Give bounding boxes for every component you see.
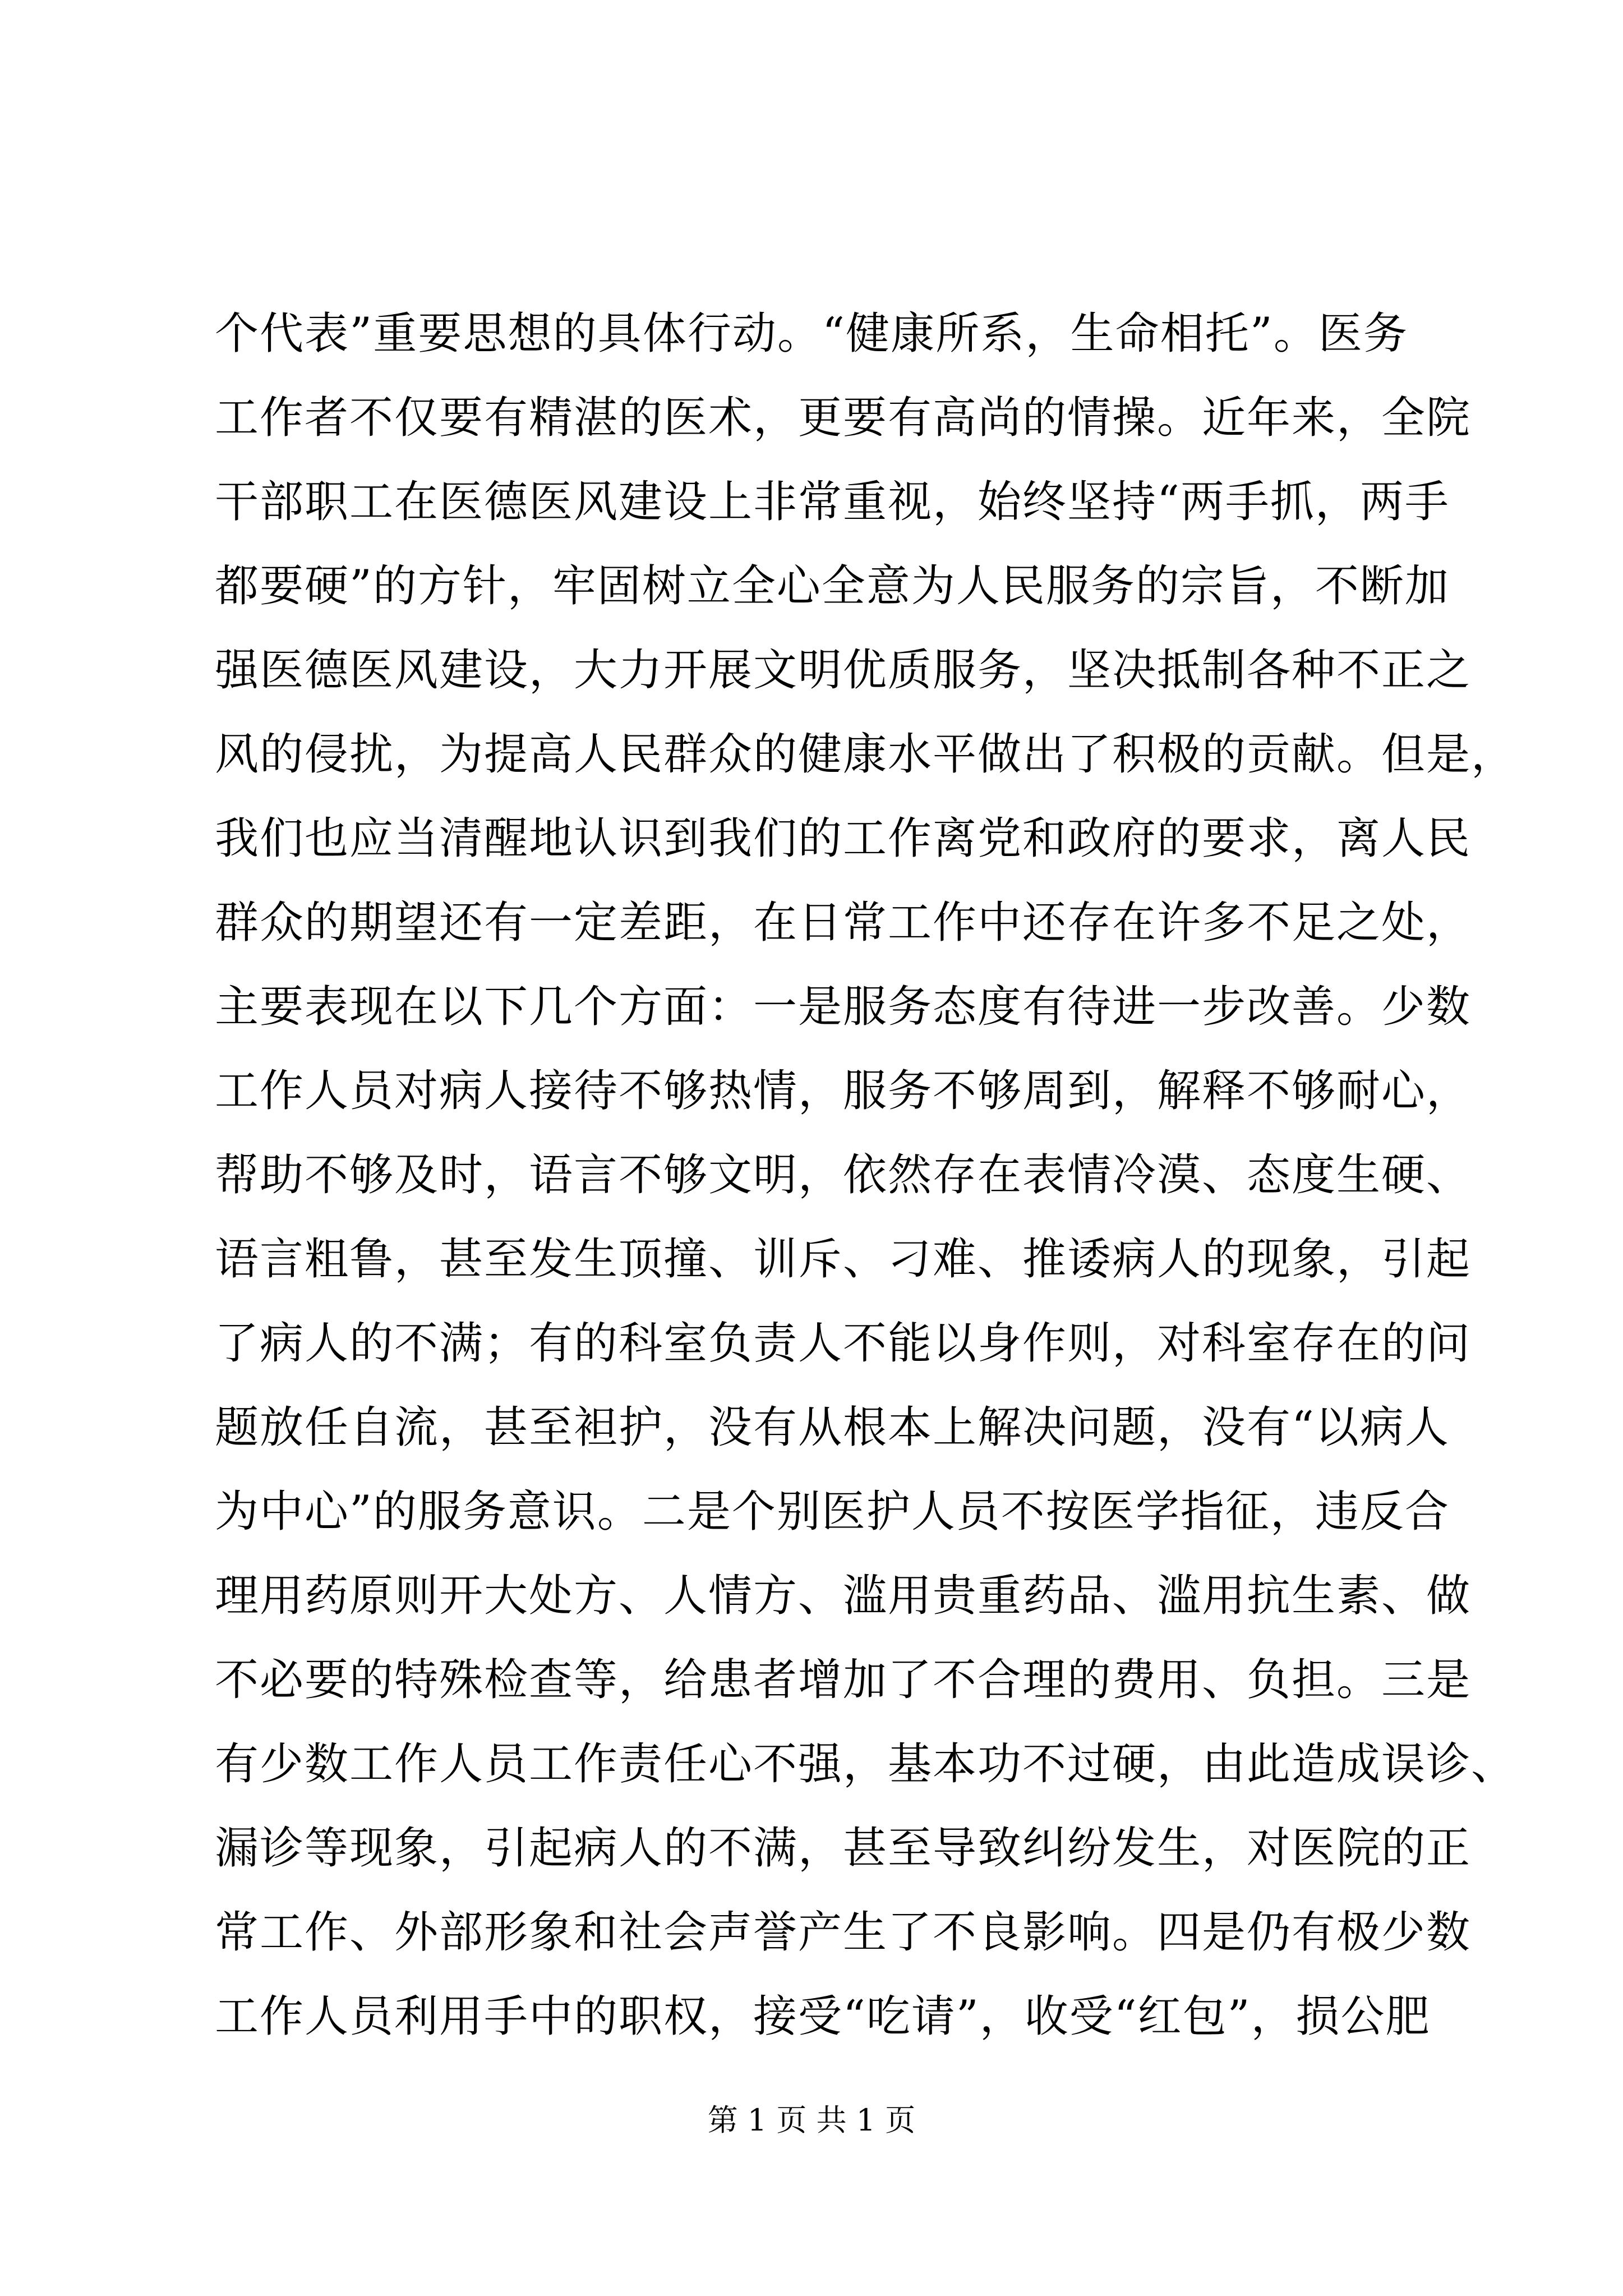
text-line: 工作人员利用手中的职权，接受“吃请”，收受“红包”，损公肥 bbox=[215, 1991, 1431, 2042]
page-footer bbox=[0, 2101, 1623, 2140]
text-line: 常工作、外部形象和社会声誉产生了不良影响。四是仍有极少数 bbox=[215, 1907, 1472, 1958]
text-line: 语言粗鲁，甚至发生顶撞、训斥、刁难、推诿病人的现象，引起 bbox=[215, 1234, 1472, 1285]
text-line: 为中心”的服务意识。二是个别医护人员不按医学指征，违反合 bbox=[215, 1487, 1450, 1537]
text-line: 干部职工在医德医风建设上非常重视，始终坚持“两手抓，两手 bbox=[215, 477, 1450, 527]
page-number-label: 第 1 页 共 1 页 bbox=[707, 2102, 916, 2138]
text-line: 了病人的不满；有的科室负责人不能以身作则，对科室存在的问 bbox=[215, 1318, 1472, 1369]
text-line: 有少数工作人员工作责任心不强，基本功不过硬，由此造成误诊、 bbox=[215, 1739, 1516, 1789]
text-line: 理用药原则开大处方、人情方、滥用贵重药品、滥用抗生素、做 bbox=[215, 1571, 1472, 1621]
text-line: 工作者不仅要有精湛的医术，更要有高尚的情操。近年来，全院 bbox=[215, 393, 1472, 443]
text-line: 漏诊等现象，引起病人的不满，甚至导致纠纷发生，对医院的正 bbox=[215, 1823, 1472, 1874]
text-line: 题放任自流，甚至袒护，没有从根本上解决问题，没有“以病人 bbox=[215, 1402, 1450, 1453]
text-line: 我们也应当清醒地认识到我们的工作离党和政府的要求，离人民 bbox=[215, 813, 1472, 864]
text-line: 群众的期望还有一定差距，在日常工作中还存在许多不足之处， bbox=[215, 898, 1472, 948]
text-line: 个代表”重要思想的具体行动。“健康所系，生命相托”。医务 bbox=[215, 309, 1408, 359]
text-line: 不必要的特殊检查等，给患者增加了不合理的费用、负担。三是 bbox=[215, 1655, 1472, 1705]
text-line: 强医德医风建设，大力开展文明优质服务，坚决抵制各种不正之 bbox=[215, 645, 1472, 696]
text-line: 主要表现在以下几个方面：一是服务态度有待进一步改善。少数 bbox=[215, 982, 1472, 1032]
text-line: 风的侵扰，为提高人民群众的健康水平做出了积极的贡献。但是， bbox=[215, 729, 1516, 780]
body-paragraph bbox=[215, 292, 1516, 2059]
text-line: 都要硬”的方针，牢固树立全心全意为人民服务的宗旨，不断加 bbox=[215, 561, 1450, 611]
text-line: 工作人员对病人接待不够热情，服务不够周到，解释不够耐心， bbox=[215, 1066, 1472, 1116]
text-line: 帮助不够及时，语言不够文明，依然存在表情冷漠、态度生硬、 bbox=[215, 1150, 1472, 1200]
